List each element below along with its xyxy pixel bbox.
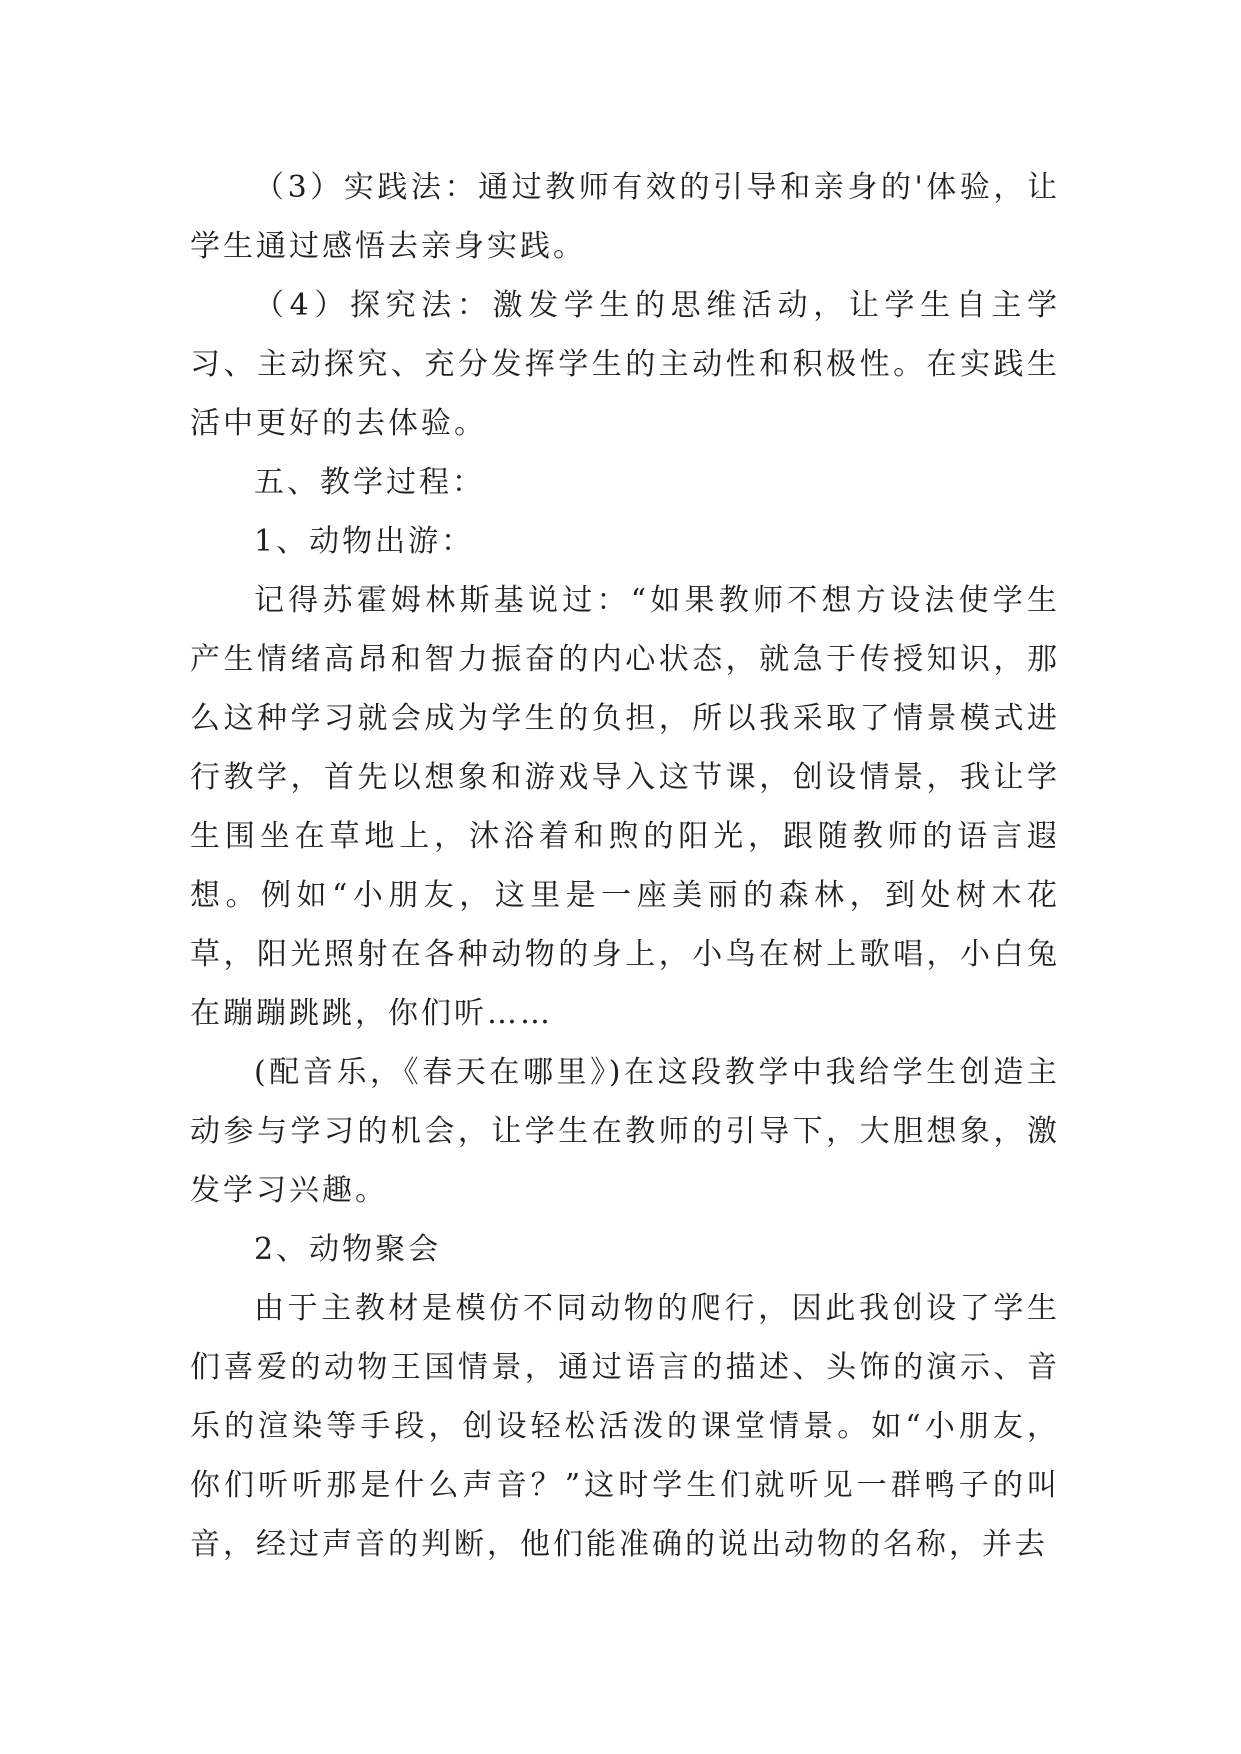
section-heading-teaching-process: 五、教学过程： (254, 465, 485, 500)
subheading-animal-outing: 1、动物出游： (254, 524, 475, 559)
paragraph-animal-kingdom: 由于主教材是模仿不同动物的爬行，因此我创设了学生们喜爱的动物王国情景，通过语言的描述、头饰的演示、音乐的渲染等手段，创设轻松活泼的课堂情景。如“小朋友，你们听听那是什么声音？”这时学生们就听见一群鸭子的叫音，经过声音的判断，他们能准确的说出动物的名称，并去 (190, 1291, 1060, 1562)
paragraph-music-accompaniment: (配音乐，《春天在哪里》)在这段教学中我给学生创造主动参与学习的机会，让学生在教师的引导下，大胆想象，激发学习兴趣。 (190, 1055, 1060, 1208)
document-body (190, 158, 1060, 1574)
paragraph-inquiry-method: （4）探究法：激发学生的思维活动，让学生自主学习、主动探究、充分发挥学生的主动性和积极性。在实践生活中更好的去体验。 (190, 288, 1060, 441)
subheading-animal-gathering: 2、动物聚会 (254, 1232, 442, 1267)
paragraph-sukhomlinsky-quote: 记得苏霍姆林斯基说过：“如果教师不想方设法使学生产生情绪高昂和智力振奋的内心状态，就急于传授知识，那么这种学习就会成为学生的负担，所以我采取了情景模式进行教学，首先以想象和游戏导入这节课，创设情景，我让学生围坐在草地上，沐浴着和煦的阳光，跟随教师的语言遐想。例如“小朋友，这里是一座美丽的森林，到处树木花草，阳光照射在各种动物的身上，小鸟在树上歌唱，小白兔在蹦蹦跳跳，你们听…… (190, 583, 1060, 1031)
paragraph-practice-method: （3）实践法：通过教师有效的引导和亲身的'体验，让学生通过感悟去亲身实践。 (190, 170, 1060, 264)
